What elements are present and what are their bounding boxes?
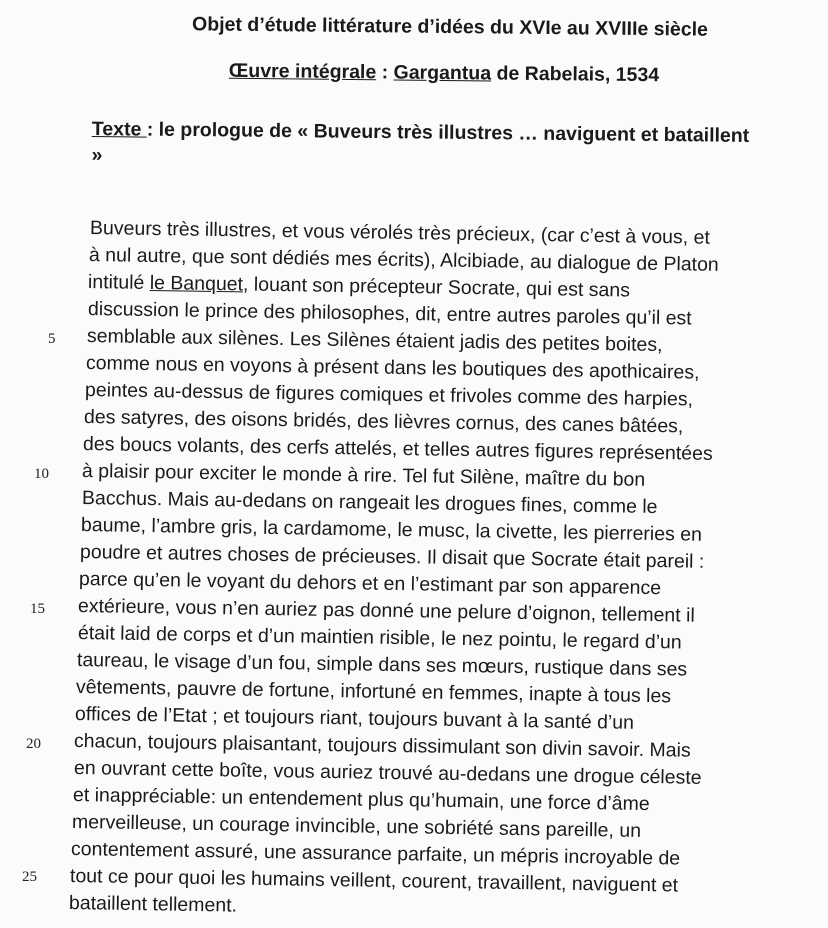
text-line: vêtements, pauvre de fortune, infortuné en femmes, inapte à tous les xyxy=(75,676,672,708)
text-line: tout ce pour quoi les humains veillent, courent, travaillent, naviguent et xyxy=(69,865,679,897)
text-line: bataillent tellement. xyxy=(68,892,238,917)
text-line: comme nous en voyons à présent dans les boutiques des apothicaires, xyxy=(85,352,700,384)
oeuvre-label: Œuvre intégrale xyxy=(228,59,377,84)
text-line: merveilleuse, un courage invincible, une sobriété sans pareille, un xyxy=(71,811,642,842)
texte-label: Texte xyxy=(91,117,147,141)
line-number: 15 xyxy=(30,601,45,617)
book-title: Gargantua xyxy=(393,61,492,85)
text-line: à plaisir pour exciter le monde à rire. Tel fut Silène, maître du bon xyxy=(81,460,646,491)
line-number: 10 xyxy=(34,466,49,482)
text-line: discussion le prince des philosophes, dit, entre autres paroles qu’il est xyxy=(87,298,692,330)
text-line: était laid de corps et d’un maintien risible, le nez pointu, le regard d’un xyxy=(77,622,682,654)
text-segment: intitulé xyxy=(87,271,150,294)
text-line: poudre et autres choses de précieuses. Il disait que Socrate était pareil : xyxy=(79,541,705,573)
text-line: des satyres, des oisons bridés, des lièvres cornus, des canes bâtées, xyxy=(83,406,684,438)
text-line: Bacchus. Mais au-dedans on rangeait les drogues fines, comme le xyxy=(81,487,658,519)
text-line: en ouvrant cette boîte, vous auriez trouvé au-dedans une drogue céleste xyxy=(73,757,702,789)
text-line: peintes au-dessus de figures comiques et frivoles comme des harpies, xyxy=(84,379,694,411)
line-number: 20 xyxy=(26,736,41,752)
text-line: à nul autre, que sont dédiés mes écrits), Alcibiade, au dialogue de Platon xyxy=(88,244,719,276)
author-year: de Rabelais, 1534 xyxy=(490,62,660,87)
text-line: offices de l’Etat ; et toujours riant, toujours buvant à la santé d’un xyxy=(74,703,635,734)
line-number: 25 xyxy=(22,869,37,885)
text-line: taureau, le visage d’un fou, simple dans ses mœurs, rustique dans ses xyxy=(76,649,688,681)
document-title: Objet d’étude littérature d’idées du XVIe au XVIIIe siècle xyxy=(191,13,709,41)
text-line: extérieure, vous n’en auriez pas donné une pelure d’oignon, tellement il xyxy=(77,595,695,627)
line-number: 5 xyxy=(48,331,56,347)
text-line: parce qu’en le voyant du dehors et en l’estimant par son apparence xyxy=(78,568,662,600)
text-line: baume, l’ambre gris, la cardamome, le musc, la civette, les pierreries en xyxy=(80,514,703,546)
text-line: chacun, toujours plaisantant, toujours dissimulant son divin savoir. Mais xyxy=(73,730,691,762)
text-line: et inappréciable: un entendement plus qu’humain, une force d’âme xyxy=(72,784,650,816)
texte-description: : le prologue de « Buveurs très illustres … naviguent et bataillent » xyxy=(91,118,750,167)
text-line: des boucs volants, des cerfs attelés, et telles autres figures représentées xyxy=(82,433,713,465)
oeuvre-separator: : xyxy=(376,61,394,84)
text-line: Buveurs très illustres, et vous vérolés très précieux, (car c’est à vous, et xyxy=(89,217,711,249)
text-line: contentement assuré, une assurance parfaite, un mépris incroyable de xyxy=(70,838,681,870)
text-line: semblable aux silènes. Les Silènes étaient jadis des petites boites, xyxy=(86,325,663,357)
work-title-le-banquet: le Banquet xyxy=(149,271,244,296)
text-segment: , louant son précepteur Socrate, qui est sans xyxy=(242,273,631,302)
